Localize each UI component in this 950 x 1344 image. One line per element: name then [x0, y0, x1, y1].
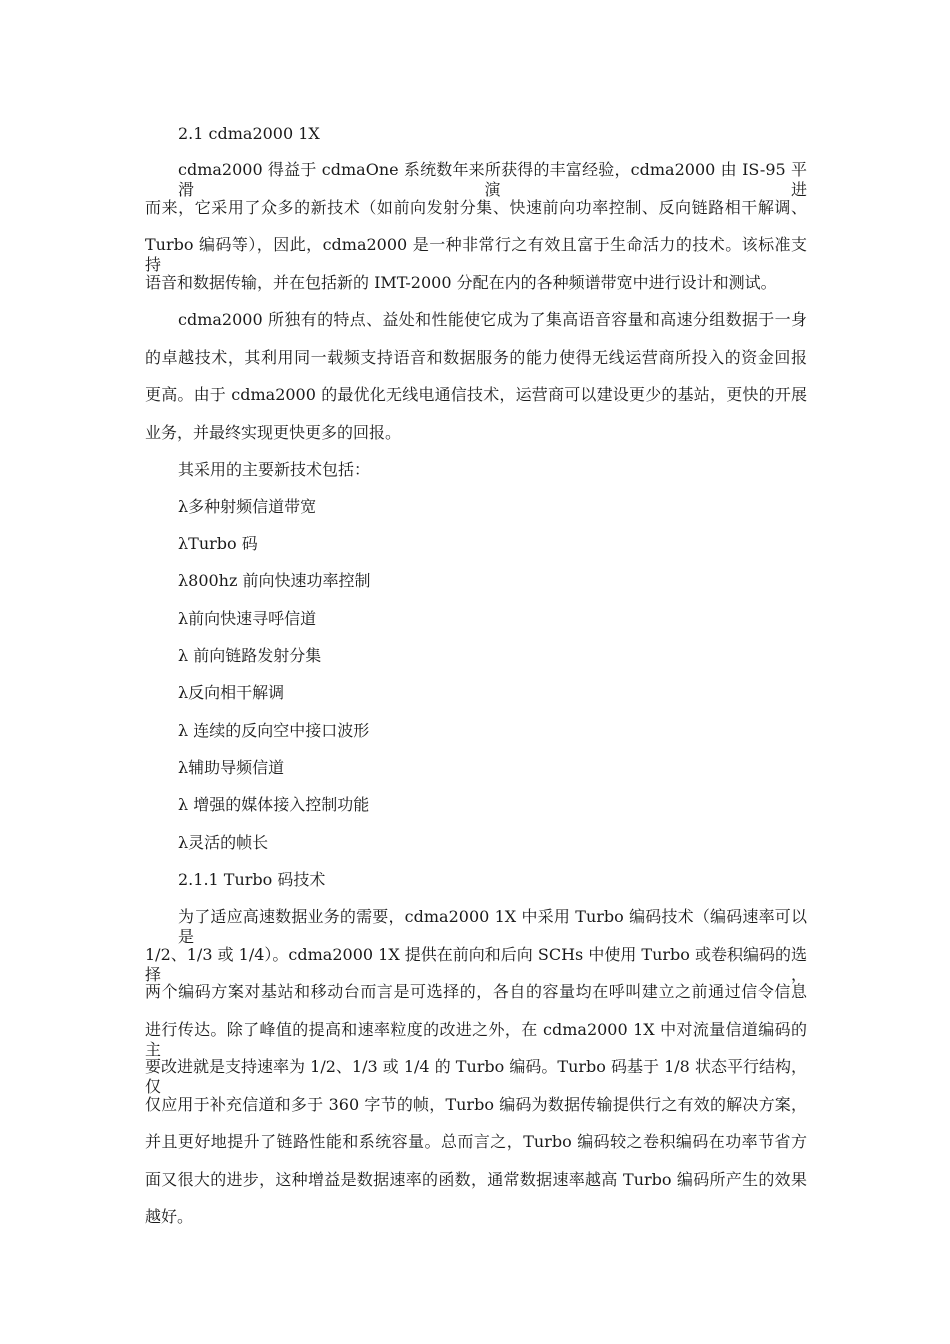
paragraph-line: 更高。由于 cdma2000 的最优化无线电通信技术，运营商可以建设更少的基站，更快的开展 [145, 385, 807, 404]
paragraph-line: 1/2、1/3 或 1/4）。cdma2000 1X 提供在前向和后向 SCHs 中使用 Turbo 或卷积编码的选择， [145, 944, 808, 984]
paragraph-line: 仅应用于补充信道和多于 360 字节的帧，Turbo 编码为数据传输提供行之有效的解决方案， [145, 1094, 807, 1114]
paragraph-1 [145, 160, 807, 310]
paragraph-line: 要改进就是支持速率为 1/2、1/3 或 1/4 的 Turbo 编码。Turbo 码基于 1/8 状态平行结构，仅 [145, 1057, 807, 1096]
paragraph-line: 而来，它采用了众多的新技术（如前向发射分集、快速前向功率控制、反向链路相干解调、 [145, 197, 807, 217]
paragraph-line: 业务，并最终实现更快更多的回报。 [145, 422, 402, 442]
paragraph-line: 为了适应高速数据业务的需要，cdma2000 1X 中采用 Turbo 编码技术（编码速率可以是 [178, 907, 807, 946]
bullet-item: λ多种射频信道带宽 [178, 497, 317, 516]
paragraph-line: 进行传达。除了峰值的提高和速率粒度的改进之外，在 cdma2000 1X 中对流量信道编码的主 [145, 1019, 807, 1059]
bullet-item: λ前向快速寻呼信道 [178, 609, 317, 628]
intro-line: 其采用的主要新技术包括： [178, 460, 371, 479]
subsection-heading: 2.1.1 Turbo 码技术 [178, 870, 326, 889]
paragraph-line: cdma2000 所独有的特点、益处和性能使它成为了集高语音容量和高速分组数据于一身 [178, 310, 807, 329]
paragraph-line: cdma2000 得益于 cdmaOne 系统数年来所获得的丰富经验，cdma2000 由 IS-95 平滑演进 [178, 160, 807, 199]
paragraph-line: 两个编码方案对基站和移动台而言是可选择的，各自的容量均在呼叫建立之前通过信令信息 [145, 982, 807, 1001]
paragraph-line: 面又很大的进步，这种增益是数据速率的函数，通常数据速率越高 Turbo 编码所产生的效果 [145, 1169, 807, 1189]
paragraph-line: 语音和数据传输，并在包括新的 IMT-2000 分配在内的各种频谱带宽中进行设计和测试。 [145, 272, 777, 292]
paragraph-3 [145, 907, 807, 1245]
bullet-item: λ辅助导频信道 [178, 758, 285, 777]
paragraph-line: Turbo 编码等），因此，cdma2000 是一种非常行之有效且富于生命活力的技术。该标准支持 [145, 235, 807, 274]
paragraph-line: 的卓越技术，其利用同一载频支持语音和数据服务的能力使得无线运营商所投入的资金回报 [145, 347, 807, 367]
bullet-item: λ800hz 前向快速功率控制 [178, 571, 371, 590]
bullet-item: λ 增强的媒体接入控制功能 [178, 795, 370, 814]
bullet-item: λ 连续的反向空中接口波形 [178, 721, 370, 740]
paragraph-2 [145, 310, 807, 460]
bullet-item: λ反向相干解调 [178, 683, 285, 702]
paragraph-line: 越好。 [145, 1207, 194, 1226]
bullet-item: λ 前向链路发射分集 [178, 646, 322, 665]
bullet-item: λTurbo 码 [178, 534, 258, 553]
paragraph-line: 并且更好地提升了链路性能和系统容量。总而言之，Turbo 编码较之卷积编码在功率节省方 [145, 1132, 807, 1151]
bullet-item: λ灵活的帧长 [178, 833, 269, 852]
section-heading: 2.1 cdma2000 1X [178, 124, 320, 143]
